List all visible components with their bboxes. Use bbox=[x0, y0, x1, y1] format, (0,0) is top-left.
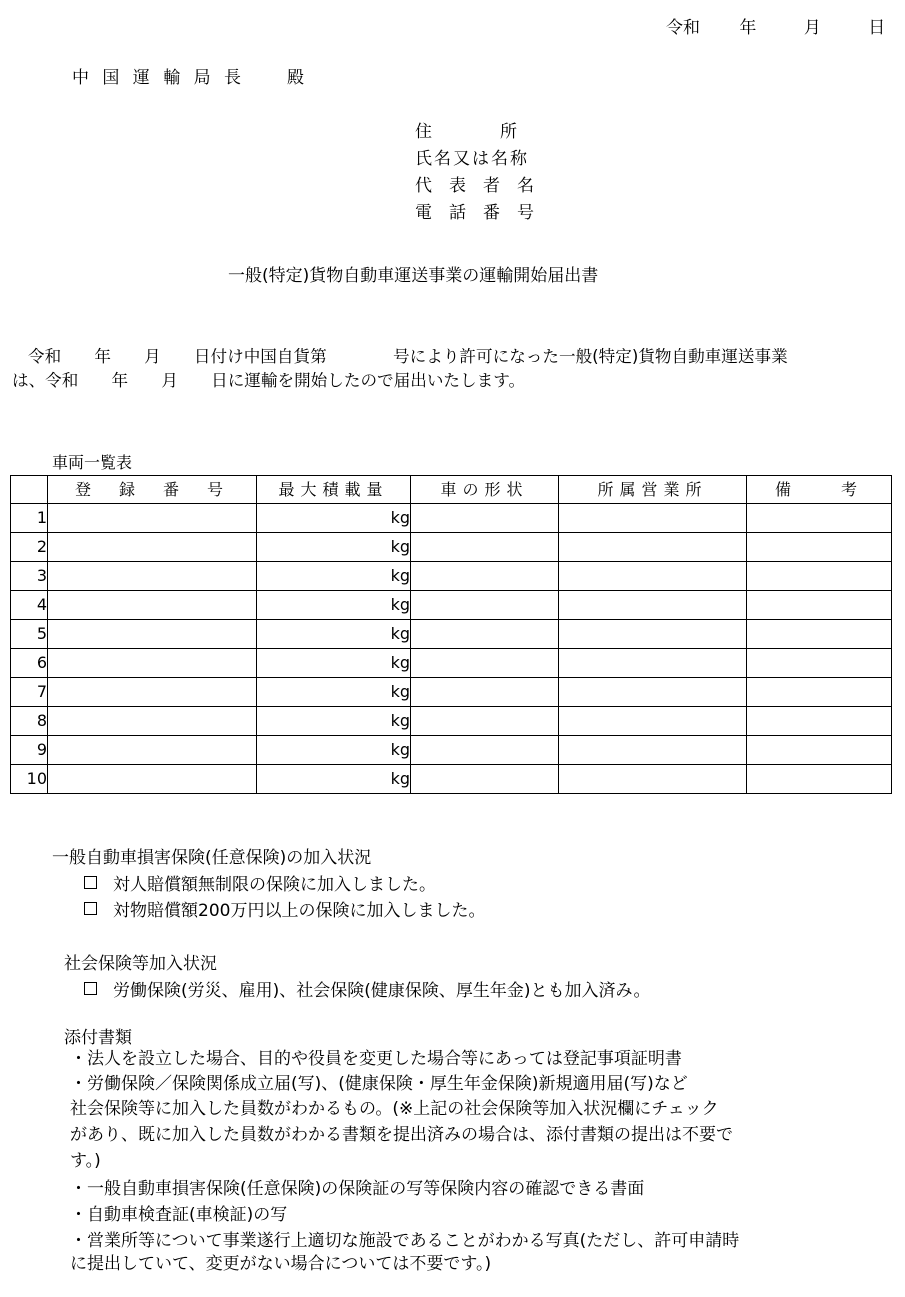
office-cell[interactable] bbox=[559, 765, 747, 794]
table-row bbox=[11, 765, 892, 794]
attachment-item-4: ・自動車検査証(車検証)の写 bbox=[70, 1205, 288, 1225]
vehicle-shape-cell[interactable] bbox=[411, 591, 559, 620]
vehicle-shape-cell[interactable] bbox=[411, 678, 559, 707]
table-row bbox=[11, 678, 892, 707]
table-row bbox=[11, 504, 892, 533]
insurance-heading: 一般自動車損害保険(任意保険)の加入状況 bbox=[52, 848, 372, 868]
table-row bbox=[11, 707, 892, 736]
registration-cell[interactable] bbox=[48, 533, 257, 562]
social-option-1-label: 労働保険(労災、雇用)、社会保険(健康保険、厚生年金)とも加入済み。 bbox=[113, 981, 651, 1001]
attachment-item-2a: ・労働保険／保険関係成立届(写)、(健康保険・厚生年金保険)新規適用届(写)など bbox=[70, 1074, 688, 1094]
remarks-cell[interactable] bbox=[747, 649, 892, 678]
address-label: 住 所 bbox=[415, 122, 517, 142]
vehicle-shape-cell[interactable] bbox=[411, 707, 559, 736]
col-header-office: 所属営業所 bbox=[559, 476, 747, 504]
vehicle-shape-cell[interactable] bbox=[411, 765, 559, 794]
attachment-item-2c: があり、既に加入した員数がわかる書類を提出済みの場合は、添付書類の提出は不要で bbox=[70, 1125, 733, 1145]
registration-cell[interactable] bbox=[48, 504, 257, 533]
row-number: 9 bbox=[11, 736, 48, 765]
table-row bbox=[11, 736, 892, 765]
remarks-cell[interactable] bbox=[747, 504, 892, 533]
row-number: 10 bbox=[11, 765, 48, 794]
max-load-cell[interactable]: kg bbox=[257, 649, 411, 678]
table-row bbox=[11, 562, 892, 591]
max-load-cell[interactable]: kg bbox=[257, 591, 411, 620]
name-label: 氏名又は名称 bbox=[415, 149, 529, 169]
phone-label: 電 話 番 号 bbox=[415, 203, 534, 223]
office-cell[interactable] bbox=[559, 649, 747, 678]
remarks-cell[interactable] bbox=[747, 591, 892, 620]
office-cell[interactable] bbox=[559, 562, 747, 591]
social-option-1 bbox=[84, 982, 651, 1000]
remarks-cell[interactable] bbox=[747, 620, 892, 649]
registration-cell[interactable] bbox=[48, 765, 257, 794]
social-heading: 社会保険等加入状況 bbox=[64, 954, 217, 974]
addressee: 中 国 運 輸 局 長 殿 bbox=[72, 68, 309, 88]
remarks-cell[interactable] bbox=[747, 765, 892, 794]
row-number: 5 bbox=[11, 620, 48, 649]
vehicle-shape-cell[interactable] bbox=[411, 736, 559, 765]
attachment-item-5a: ・営業所等について事業遂行上適切な施設であることがわかる写真(ただし、許可申請時 bbox=[70, 1231, 740, 1251]
col-header-max-load: 最大積載量 bbox=[257, 476, 411, 504]
office-cell[interactable] bbox=[559, 504, 747, 533]
remarks-cell[interactable] bbox=[747, 707, 892, 736]
max-load-cell[interactable]: kg bbox=[257, 562, 411, 591]
remarks-cell[interactable] bbox=[747, 678, 892, 707]
date-year: 年 bbox=[739, 18, 757, 38]
insurance-option-2-label: 対物賠償額200万円以上の保険に加入しました。 bbox=[113, 901, 486, 921]
vehicle-shape-cell[interactable] bbox=[411, 620, 559, 649]
insurance-checkbox-1[interactable] bbox=[84, 876, 97, 889]
vehicle-shape-cell[interactable] bbox=[411, 504, 559, 533]
office-cell[interactable] bbox=[559, 533, 747, 562]
col-header-number bbox=[11, 476, 48, 504]
max-load-cell[interactable]: kg bbox=[257, 504, 411, 533]
attachment-item-5b: に提出していて、変更がない場合については不要です。) bbox=[70, 1254, 492, 1274]
body-line-2: は、令和 年 月 日に運輸を開始したので届出いたします。 bbox=[12, 371, 526, 390]
insurance-option-1-label: 対人賠償額無制限の保険に加入しました。 bbox=[113, 875, 436, 895]
max-load-cell[interactable]: kg bbox=[257, 765, 411, 794]
remarks-cell[interactable] bbox=[747, 562, 892, 591]
registration-cell[interactable] bbox=[48, 591, 257, 620]
row-number: 2 bbox=[11, 533, 48, 562]
row-number: 1 bbox=[11, 504, 48, 533]
remarks-cell[interactable] bbox=[747, 533, 892, 562]
row-number: 7 bbox=[11, 678, 48, 707]
office-cell[interactable] bbox=[559, 591, 747, 620]
vehicle-table-caption: 車両一覧表 bbox=[52, 453, 133, 472]
vehicle-shape-cell[interactable] bbox=[411, 533, 559, 562]
max-load-cell[interactable]: kg bbox=[257, 736, 411, 765]
body-line-1: 令和 年 月 日付け中国自貨第 号により許可になった一般(特定)貨物自動車運送事業 bbox=[28, 347, 788, 366]
attachment-item-2d: す。) bbox=[70, 1151, 101, 1171]
date-month: 月 bbox=[803, 18, 821, 38]
registration-cell[interactable] bbox=[48, 649, 257, 678]
insurance-option-2 bbox=[84, 902, 485, 920]
attachments-heading: 添付書類 bbox=[64, 1028, 132, 1048]
office-cell[interactable] bbox=[559, 736, 747, 765]
table-row bbox=[11, 649, 892, 678]
col-header-registration: 登 録 番 号 bbox=[48, 476, 257, 504]
date-line bbox=[666, 20, 885, 37]
row-number: 6 bbox=[11, 649, 48, 678]
table-row bbox=[11, 533, 892, 562]
vehicle-shape-cell[interactable] bbox=[411, 649, 559, 678]
row-number: 3 bbox=[11, 562, 48, 591]
office-cell[interactable] bbox=[559, 707, 747, 736]
office-cell[interactable] bbox=[559, 620, 747, 649]
registration-cell[interactable] bbox=[48, 678, 257, 707]
col-header-vehicle-shape: 車の形状 bbox=[411, 476, 559, 504]
max-load-cell[interactable]: kg bbox=[257, 678, 411, 707]
vehicle-table bbox=[10, 475, 892, 794]
insurance-checkbox-2[interactable] bbox=[84, 902, 97, 915]
attachment-item-3: ・一般自動車損害保険(任意保険)の保険証の写等保険内容の確認できる書面 bbox=[70, 1179, 645, 1199]
table-row bbox=[11, 620, 892, 649]
office-cell[interactable] bbox=[559, 678, 747, 707]
registration-cell[interactable] bbox=[48, 736, 257, 765]
date-day: 日 bbox=[868, 18, 886, 38]
row-number: 4 bbox=[11, 591, 48, 620]
col-header-remarks: 備 考 bbox=[747, 476, 892, 504]
table-row bbox=[11, 591, 892, 620]
registration-cell[interactable] bbox=[48, 707, 257, 736]
insurance-option-1 bbox=[84, 876, 436, 894]
row-number: 8 bbox=[11, 707, 48, 736]
date-era: 令和 bbox=[666, 18, 700, 38]
social-checkbox-1[interactable] bbox=[84, 982, 97, 995]
registration-cell[interactable] bbox=[48, 620, 257, 649]
vehicle-table-header bbox=[11, 476, 892, 504]
attachment-item-2b: 社会保険等に加入した員数がわかるもの。(※上記の社会保険等加入状況欄にチェック bbox=[70, 1099, 719, 1119]
remarks-cell[interactable] bbox=[747, 736, 892, 765]
registration-cell[interactable] bbox=[48, 562, 257, 591]
max-load-cell[interactable]: kg bbox=[257, 620, 411, 649]
max-load-cell[interactable]: kg bbox=[257, 533, 411, 562]
representative-label: 代 表 者 名 bbox=[415, 176, 534, 196]
max-load-cell[interactable]: kg bbox=[257, 707, 411, 736]
vehicle-shape-cell[interactable] bbox=[411, 562, 559, 591]
document-title: 一般(特定)貨物自動車運送事業の運輸開始届出書 bbox=[228, 266, 599, 286]
attachment-item-1: ・法人を設立した場合、目的や役員を変更した場合等にあっては登記事項証明書 bbox=[70, 1049, 682, 1069]
